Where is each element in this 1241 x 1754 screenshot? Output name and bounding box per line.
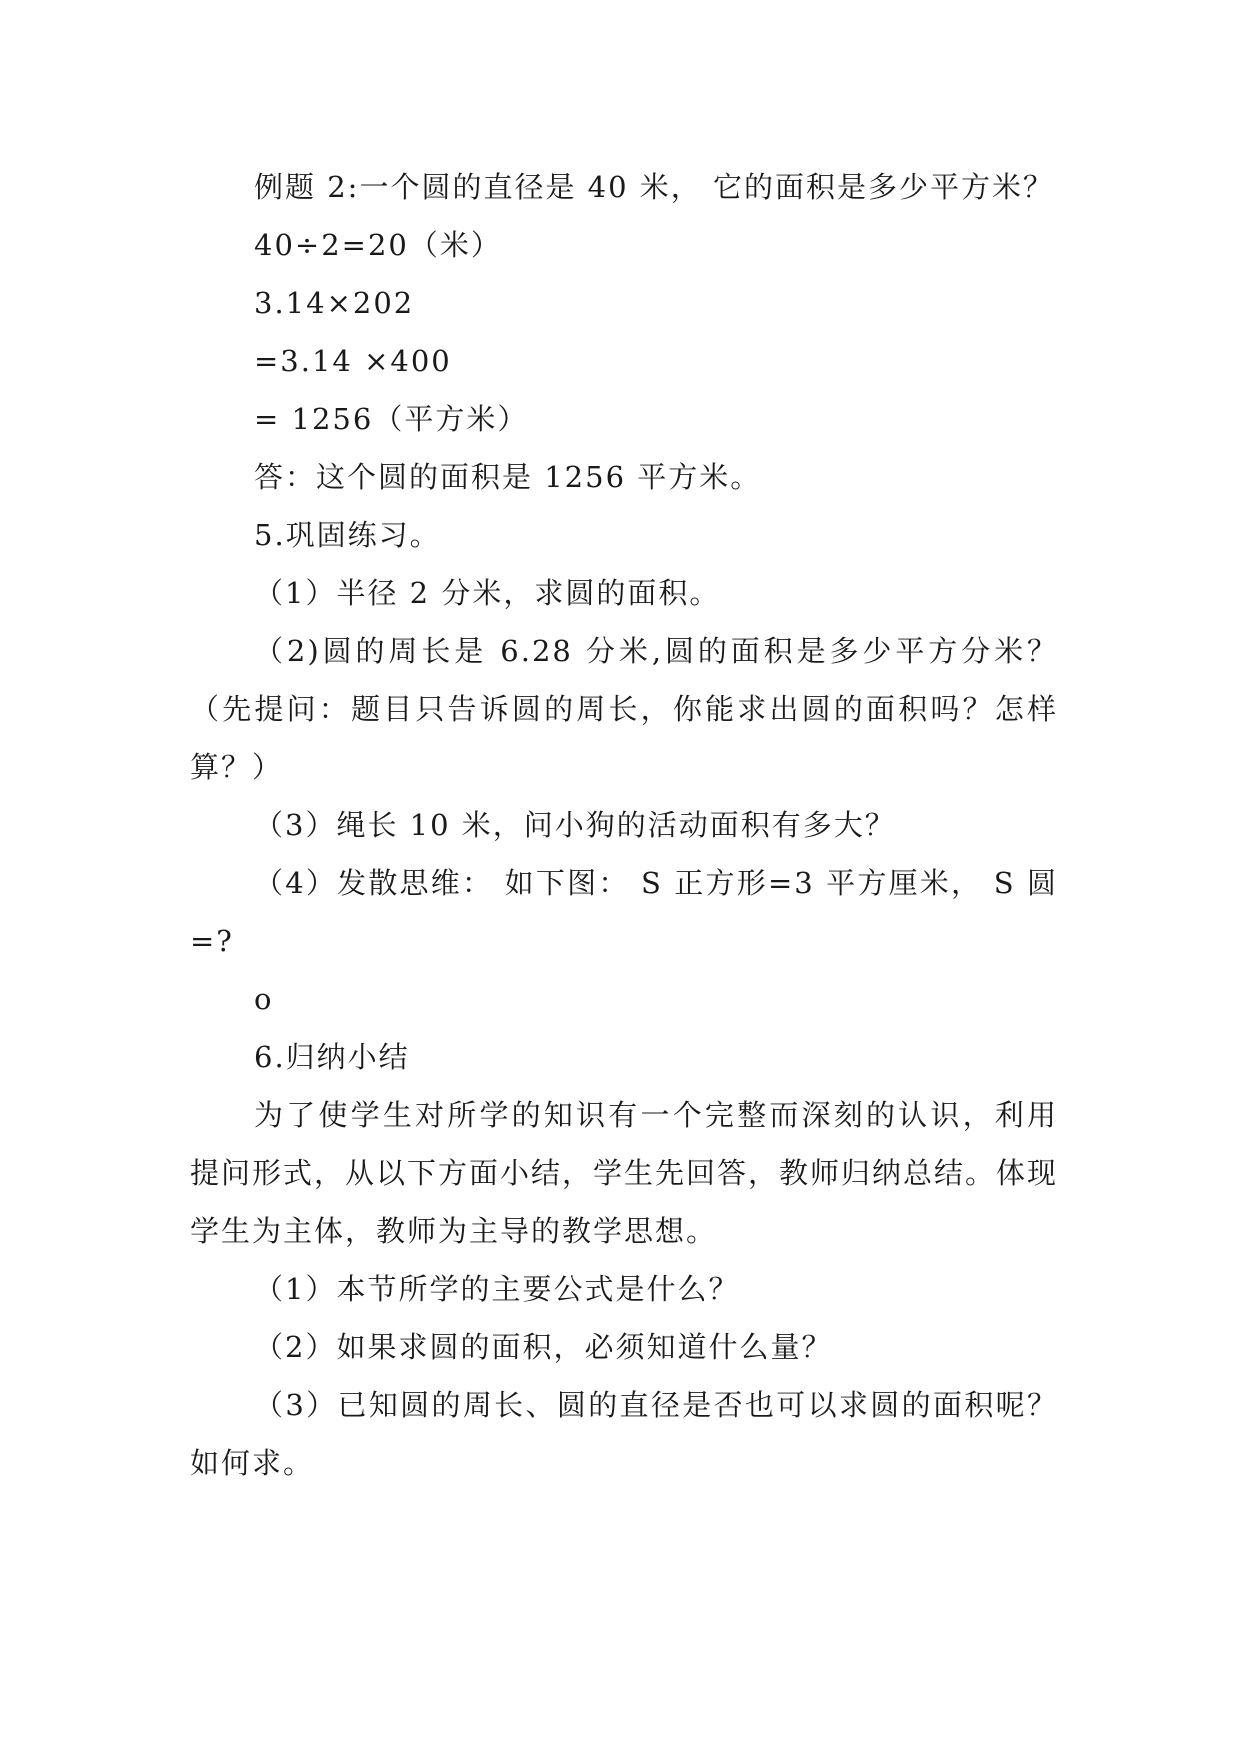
area-formula-step-1: 3.14×202 [254,286,415,320]
section-5-heading: 5.巩固练习。 [254,518,441,552]
exercise-4: （4）发散思维： 如下图： S 正方形=3 平方厘米， S 圆=? [190,866,1058,958]
exercise-2: （2)圆的周长是 6.28 分米,圆的面积是多少平方分米？（先提问：题目只告诉圆的周长，你能求出圆的面积吗？怎样算？） [190,634,1058,784]
radius-calculation: 40÷2=20（米） [254,228,502,262]
example-2-question: 例题 2:一个圆的直径是 40 米， 它的面积是多少平方米？ [254,170,1054,204]
section-6-heading: 6.归纳小结 [254,1040,410,1074]
area-formula-step-2: =3.14 ×400 [254,344,452,378]
exercise-1: （1）半径 2 分米，求圆的面积。 [254,576,721,610]
summary-question-2: （2）如果求圆的面积，必须知道什么量？ [254,1330,833,1364]
summary-intro: 为了使学生对所学的知识有一个完整而深刻的认识，利用提问形式，从以下方面小结，学生先回答，教师归纳总结。体现学生为主体，教师为主导的教学思想。 [190,1098,1059,1248]
summary-question-1: （1）本节所学的主要公式是什么？ [254,1272,740,1306]
area-formula-result: = 1256（平方米） [254,402,529,436]
summary-question-3: （3）已知圆的周长、圆的直径是否也可以求圆的面积呢？如何求。 [190,1388,1058,1480]
example-2-answer: 答：这个圆的面积是 1256 平方米。 [254,460,762,494]
stray-mark: o [254,982,274,1016]
document-body [190,158,1058,1492]
exercise-3: （3）绳长 10 米，问小狗的活动面积有多大？ [254,808,896,842]
